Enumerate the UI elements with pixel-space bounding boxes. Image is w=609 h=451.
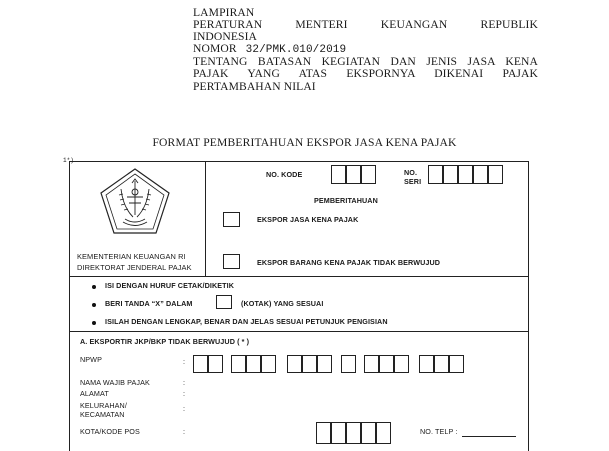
divider-vertical bbox=[205, 161, 206, 276]
header-line-lampiran: LAMPIRAN bbox=[193, 6, 255, 19]
no-telp-underline bbox=[462, 436, 516, 437]
npwp-digit-box[interactable] bbox=[302, 355, 317, 373]
corner-mark: 1*) bbox=[63, 157, 74, 164]
header-line-ppn: PERTAMBAHAN NILAI bbox=[193, 79, 316, 93]
instruction-2b: (KOTAK) YANG SESUAI bbox=[241, 299, 324, 308]
npwp-digit-box[interactable] bbox=[287, 355, 302, 373]
npwp-digit-box[interactable] bbox=[341, 355, 356, 373]
alamat-label: ALAMAT bbox=[80, 389, 109, 398]
kelurahan-label: KELURAHAN/ bbox=[80, 401, 127, 410]
header-line-tentang: TENTANG BATASAN KEGIATAN DAN JENIS JASA KENA bbox=[193, 55, 538, 69]
bullet-icon bbox=[92, 321, 96, 325]
header-line-pajak: PAJAK YANG ATAS EKSPORNYA DIKENAI PAJAK bbox=[193, 67, 538, 81]
agency-directorate: DIREKTORAT JENDERAL PAJAK bbox=[77, 263, 192, 272]
kodepos-digit-box[interactable] bbox=[316, 422, 331, 444]
form-title: FORMAT PEMBERITAHUAN EKSPOR JASA KENA PAJAK bbox=[152, 136, 457, 149]
npwp-digit-box[interactable] bbox=[231, 355, 246, 373]
nomor-label: NOMOR bbox=[193, 42, 237, 56]
nama-wp-label: NAMA WAJIB PAJAK bbox=[80, 378, 150, 387]
instruction-3: ISILAH DENGAN LENGKAP, BENAR DAN JELAS SESUAI PETUNJUK PENGISIAN bbox=[105, 317, 388, 326]
npwp-digit-box[interactable] bbox=[208, 355, 223, 373]
instruction-2a: BERI TANDA “X” DALAM bbox=[105, 299, 193, 308]
alamat-colon: : bbox=[183, 389, 186, 398]
example-box bbox=[216, 295, 232, 309]
no-kode-digit-box[interactable] bbox=[331, 165, 346, 184]
npwp-digit-box[interactable] bbox=[434, 355, 449, 373]
divider-top-section bbox=[69, 276, 529, 277]
header-word: KEUANGAN bbox=[380, 18, 448, 32]
npwp-digit-box[interactable] bbox=[379, 355, 394, 373]
ekspor-jkp-checkbox[interactable] bbox=[223, 212, 240, 227]
npwp-digit-box[interactable] bbox=[317, 355, 332, 373]
nama-wp-colon: : bbox=[183, 378, 186, 387]
npwp-digit-box[interactable] bbox=[193, 355, 208, 373]
ekspor-jkp-label: EKSPOR JASA KENA PAJAK bbox=[257, 215, 359, 224]
npwp-digit-box[interactable] bbox=[394, 355, 409, 373]
no-kode-digit-box[interactable] bbox=[361, 165, 376, 184]
npwp-digit-box[interactable] bbox=[261, 355, 276, 373]
no-seri-digit-box[interactable] bbox=[443, 165, 458, 184]
no-telp-label: NO. TELP : bbox=[420, 427, 458, 436]
header-word: REPUBLIK bbox=[480, 18, 538, 32]
no-seri-digit-box[interactable] bbox=[458, 165, 473, 184]
npwp-colon: : bbox=[183, 357, 186, 366]
kota-colon: : bbox=[183, 427, 186, 436]
header-word: MENTERI bbox=[295, 18, 348, 32]
divider-instructions bbox=[69, 331, 529, 332]
section-a-title: A. EKSPORTIR JKP/BKP TIDAK BERWUJUD ( * ) bbox=[80, 337, 250, 346]
header-word: PERATURAN bbox=[193, 18, 263, 32]
header-line-indonesia: INDONESIA bbox=[193, 30, 258, 44]
bullet-icon bbox=[92, 303, 96, 307]
ekspor-bkp-checkbox[interactable] bbox=[223, 254, 240, 269]
lampiran-header bbox=[193, 7, 538, 93]
kelurahan-colon: : bbox=[183, 404, 186, 413]
nomor-value: 32/PMK.010/2019 bbox=[245, 44, 347, 57]
kodepos-digit-box[interactable] bbox=[346, 422, 361, 444]
no-kode-digit-box[interactable] bbox=[346, 165, 361, 184]
no-kode-label: NO. KODE bbox=[266, 170, 303, 179]
kemenkeu-emblem-icon bbox=[99, 167, 171, 235]
kodepos-digit-box[interactable] bbox=[376, 422, 391, 444]
bullet-icon bbox=[92, 285, 96, 289]
npwp-label: NPWP bbox=[80, 355, 102, 364]
no-seri-digit-box[interactable] bbox=[473, 165, 488, 184]
kota-kodepos-label: KOTA/KODE POS bbox=[80, 427, 140, 436]
pemberitahuan-label: PEMBERITAHUAN bbox=[314, 196, 378, 205]
npwp-digit-box[interactable] bbox=[364, 355, 379, 373]
no-seri-digit-box[interactable] bbox=[488, 165, 503, 184]
instruction-1: ISI DENGAN HURUF CETAK/DIKETIK bbox=[105, 281, 235, 290]
no-seri-label-2: SERI bbox=[404, 177, 422, 186]
kodepos-digit-box[interactable] bbox=[331, 422, 346, 444]
kecamatan-label: KECAMATAN bbox=[80, 410, 125, 419]
ekspor-bkp-label: EKSPOR BARANG KENA PAJAK TIDAK BERWUJUD bbox=[257, 258, 441, 267]
no-seri-digit-box[interactable] bbox=[428, 165, 443, 184]
npwp-digit-box[interactable] bbox=[449, 355, 464, 373]
npwp-digit-box[interactable] bbox=[419, 355, 434, 373]
agency-name: KEMENTERIAN KEUANGAN RI bbox=[77, 252, 186, 261]
no-seri-label: NO. bbox=[404, 168, 418, 177]
npwp-digit-box[interactable] bbox=[246, 355, 261, 373]
kodepos-digit-box[interactable] bbox=[361, 422, 376, 444]
